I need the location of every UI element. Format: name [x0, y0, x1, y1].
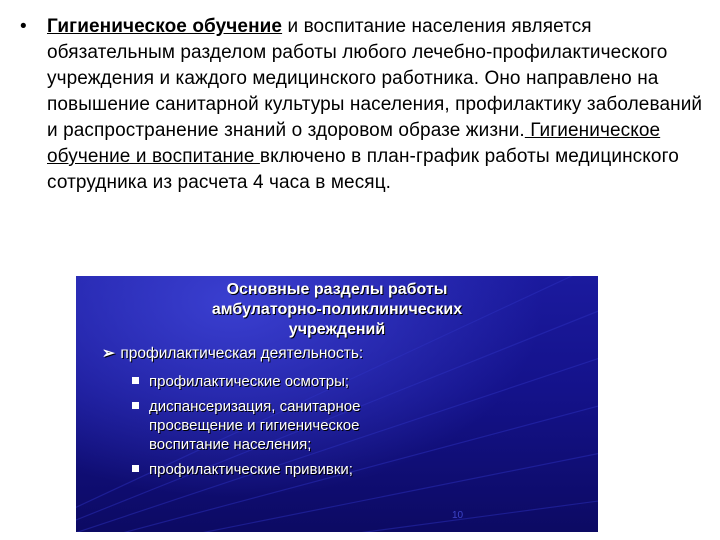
paragraph-text-part-1: и воспитание населения является обязательным разделом работы любого лечебно-профилактического учреждения и каждого медицинского работника. Оно направлено на повышение санитарной культуры населения, профилактику заболеваний и распространение знаний о здоровом образе жизни.	[47, 16, 703, 141]
list-item	[132, 460, 572, 479]
chevron-bullet-icon: ➢	[102, 345, 115, 362]
bullet-marker: •	[20, 16, 27, 37]
square-bullet-icon	[132, 377, 139, 384]
slide-heading-text: профилактическая деятельность:	[120, 345, 364, 362]
list-item	[132, 397, 572, 454]
paragraph-text-part-2: включено в план-график работы медицинского сотрудника из расчета 4 часа в месяц.	[47, 146, 679, 193]
list-item-text: профилактические прививки;	[149, 461, 353, 478]
slide-title: Основные разделы работы амбулаторно-поликлинических учреждений	[211, 281, 463, 338]
square-bullet-icon	[132, 402, 139, 409]
list-item	[132, 372, 572, 391]
main-paragraph	[47, 14, 710, 196]
embedded-slide-image	[76, 276, 598, 532]
slide-page-number: 10	[452, 510, 464, 521]
main-text-block	[20, 14, 710, 196]
list-item-text: профилактические осмотры;	[149, 373, 350, 390]
square-bullet-icon	[132, 465, 139, 472]
slide-list	[132, 372, 572, 485]
lead-phrase: Гигиеническое обучение	[47, 16, 283, 37]
slide-heading	[102, 344, 363, 364]
list-item-text: диспансеризация, санитарное просвещение и гигиеническое воспитание населения;	[149, 398, 361, 453]
emphasized-phrase: Гигиеническое обучение и воспитание	[47, 120, 661, 167]
